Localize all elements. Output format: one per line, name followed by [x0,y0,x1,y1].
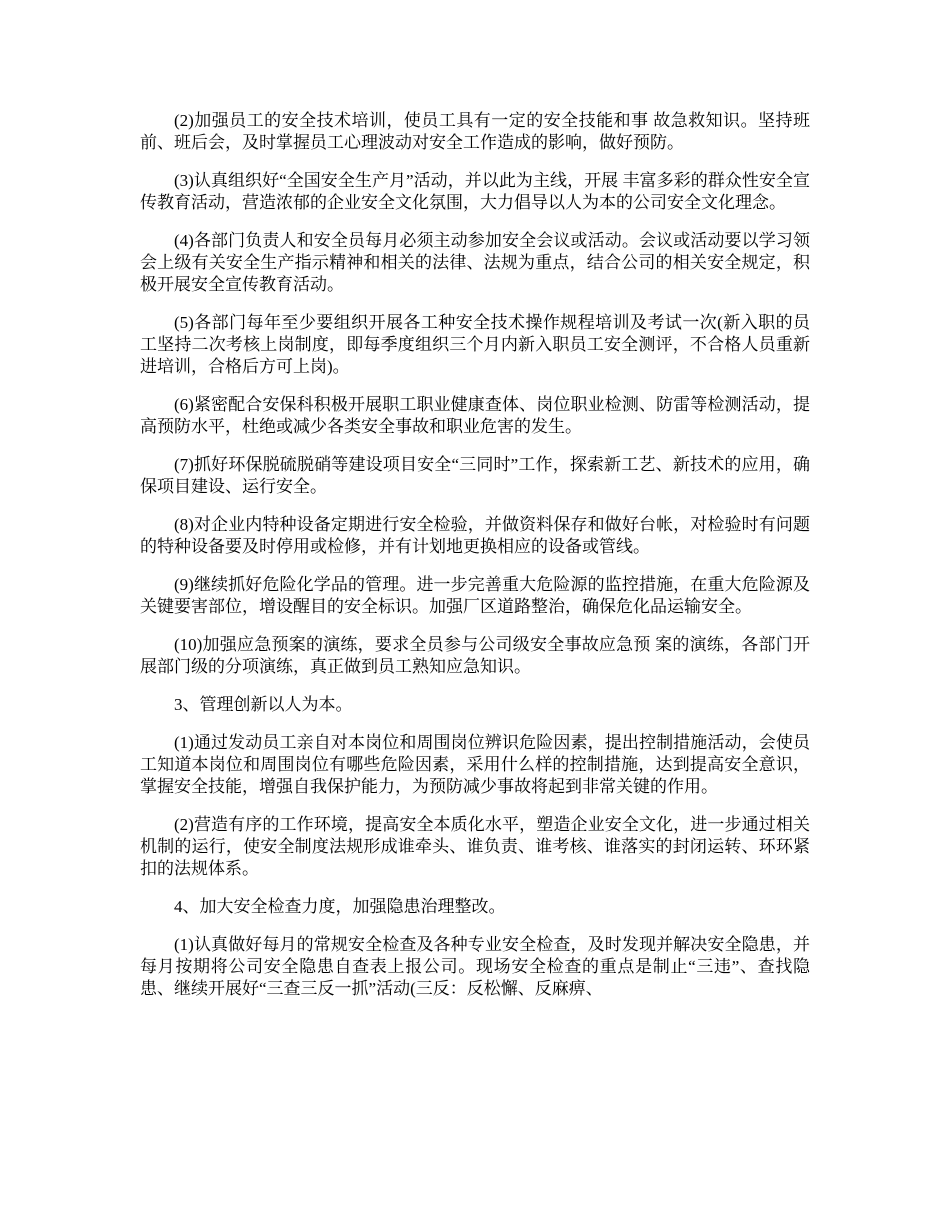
paragraph-hazard-identification: (1)通过发动员工亲自对本岗位和周围岗位辨识危险因素，提出控制措施活动，会使员工知道本岗位和周围岗位有哪些危险因素，采用什么样的控制措施，达到提高安全意识，掌握安全技能，增强自我保护能力，为预防减少事故将起到非常关键的作用。 [140,733,810,796]
paragraph-hazardous-chemicals: (9)继续抓好危险化学品的管理。进一步完善重大危险源的监控措施，在重大危险源及关键要害部位，增设醒目的安全标识。加强厂区道路整治，确保危化品运输安全。 [140,575,810,616]
paragraph-work-environment: (2)营造有序的工作环境，提高安全本质化水平，塑造企业安全文化，进一步通过相关机制的运行，使安全制度法规形成谁牵头、谁负责、谁考核、谁落实的封闭运转、环环紧扣的法规体系。 [140,815,810,878]
paragraph-department-meetings: (4)各部门负责人和安全员每月必须主动参加安全会议或活动。会议或活动要以学习领会上级有关安全生产指示精神和相关的法律、法规为重点，结合公司的相关安全规定，积极开展安全宣传教育活动。 [140,231,810,294]
document-body [140,110,810,1016]
paragraph-safety-month: (3)认真组织好“全国安全生产月”活动，并以此为主线，开展 丰富多彩的群众性安全宣传教育活动，营造浓郁的企业安全文化氛围，大力倡导以人为本的公司安全文化理念。 [140,171,810,212]
section-heading-management: 3、管理创新以人为本。 [174,695,353,714]
paragraph-emergency-drills: (10)加强应急预案的演练，要求全员参与公司级安全事故应急预 案的演练，各部门开展部门级的分项演练，真正做到员工熟知应急知识。 [140,635,810,676]
paragraph-three-simultaneous: (7)抓好环保脱硫脱硝等建设项目安全“三同时”工作，探索新工艺、新技术的应用，确保项目建设、运行安全。 [140,455,810,496]
paragraph-operation-training: (5)各部门每年至少要组织开展各工种安全技术操作规程培训及考试一次(新入职的员工坚持二次考核上岗制度，即每季度组织三个月内新入职员工安全测评，不合格人员重新进培训，合格后方可上岗)。 [140,313,810,376]
paragraph-monthly-inspection: (1)认真做好每月的常规安全检查及各种专业安全检查，及时发现并解决安全隐患，并每月按期将公司安全隐患自查表上报公司。现场安全检查的重点是制止“三违”、查找隐患、继续开展好“三查三反一抓”活动(三反：反松懈、反麻痹、 [140,935,810,998]
paragraph-special-equipment: (8)对企业内特种设备定期进行安全检验，并做资料保存和做好台帐，对检验时有问题的特种设备要及时停用或检修，并有计划地更换相应的设备或管线。 [140,515,810,556]
paragraph-health-checks: (6)紧密配合安保科积极开展职工职业健康查体、岗位职业检测、防雷等检测活动，提高预防水平，杜绝或减少各类安全事故和职业危害的发生。 [140,395,810,436]
paragraph-training: (2)加强员工的安全技术培训，使员工具有一定的安全技能和事 故急救知识。坚持班前、班后会，及时掌握员工心理波动对安全工作造成的影响，做好预防。 [140,111,810,152]
section-heading-inspection: 4、加大安全检查力度，加强隐患治理整改。 [174,897,506,916]
